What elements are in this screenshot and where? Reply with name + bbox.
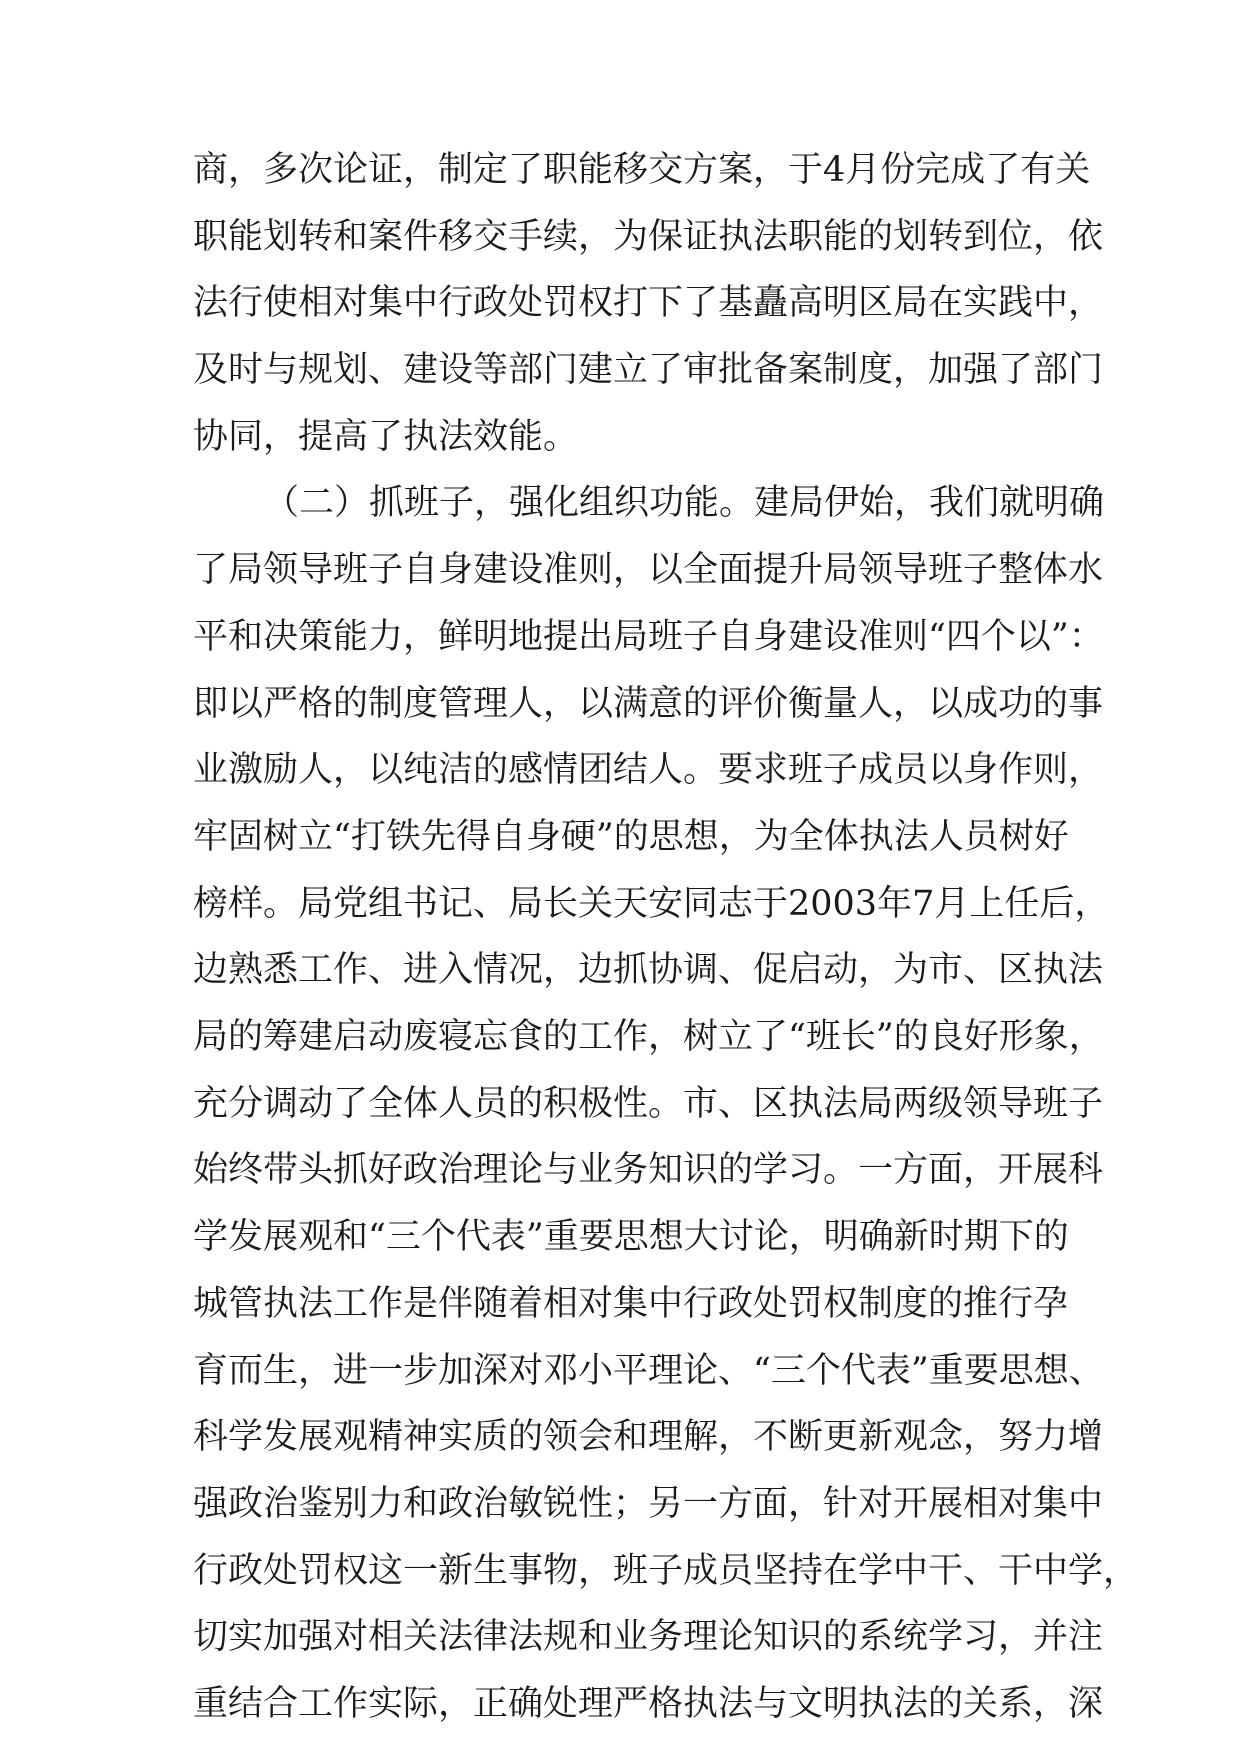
text-line: 局的筹建启动废寝忘食的工作，树立了“班长”的良好形象，	[193, 1017, 1104, 1057]
text-line: 始终带头抓好政治理论与业务知识的学习。一方面，开展科	[193, 1150, 1104, 1190]
text-line: 职能划转和案件移交手续，为保证执法职能的划转到位，依	[193, 217, 1104, 257]
text-line: 协同，提高了执法效能。	[193, 417, 579, 457]
text-line: 即以严格的制度管理人，以满意的评价衡量人，以成功的事	[193, 684, 1104, 724]
text-line: 及时与规划、建设等部门建立了审批备案制度，加强了部门	[193, 350, 1104, 390]
text-line: 切实加强对相关法律法规和业务理论知识的系统学习，并注	[193, 1617, 1104, 1657]
text-line: 法行使相对集中行政处罚权打下了基矗高明区局在实践中，	[193, 283, 1104, 323]
section-heading-line: （二）抓班子，强化组织功能。建局伊始，我们就明确	[264, 483, 1105, 523]
text-line: 重结合工作实际，正确处理严格执法与文明执法的关系，深	[193, 1684, 1104, 1724]
text-line: 育而生，进一步加深对邓小平理论、“三个代表”重要思想、	[193, 1351, 1104, 1391]
text-line: 城管执法工作是伴随着相对集中行政处罚权制度的推行孕	[193, 1284, 1069, 1324]
text-line: 牢固树立“打铁先得自身硬”的思想，为全体执法人员树好	[193, 817, 1069, 857]
text-line: 充分调动了全体人员的积极性。市、区执法局两级领导班子	[193, 1084, 1104, 1124]
text-line: 边熟悉工作、进入情况，边抓协调、促启动，为市、区执法	[193, 950, 1104, 990]
text-line: 强政治鉴别力和政治敏锐性；另一方面，针对开展相对集中	[193, 1484, 1104, 1524]
text-line: 榜样。局党组书记、局长关天安同志于2003年7月上任后，	[193, 884, 1110, 924]
text-line: 学发展观和“三个代表”重要思想大讨论，明确新时期下的	[193, 1217, 1069, 1257]
text-line: 行政处罚权这一新生事物，班子成员坚持在学中干、干中学，	[193, 1551, 1139, 1591]
text-line: 科学发展观精神实质的领会和理解，不断更新观念，努力增	[193, 1417, 1104, 1457]
text-line: 平和决策能力，鲜明地提出局班子自身建设准则“四个以”：	[193, 617, 1104, 657]
text-line: 业激励人，以纯洁的感情团结人。要求班子成员以身作则，	[193, 750, 1104, 790]
text-line: 商，多次论证，制定了职能移交方案，于4月份完成了有关	[193, 150, 1091, 190]
text-line: 了局领导班子自身建设准则，以全面提升局领导班子整体水	[193, 550, 1104, 590]
